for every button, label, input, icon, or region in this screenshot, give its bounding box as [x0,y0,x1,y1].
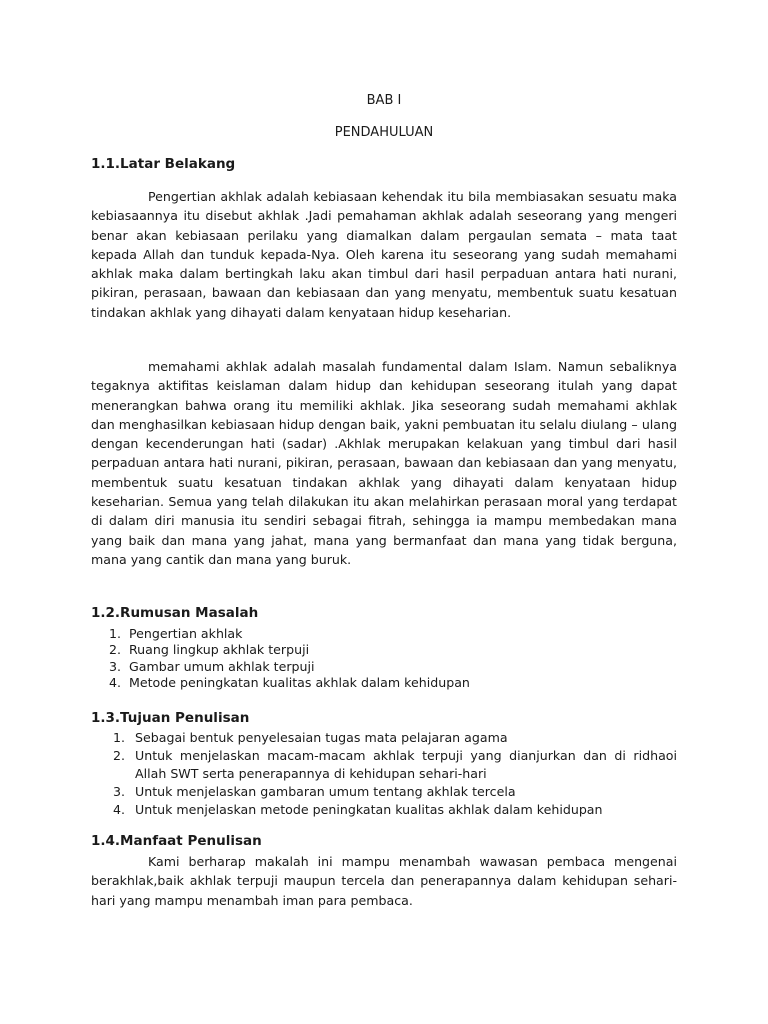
list-item: 1. Pengertian akhlak [109,626,243,641]
list-item: 2. Untuk menjelaskan macam-macam akhlak terpuji yang dianjurkan dan di ridhaoi Allah SWT serta penerapannya di kehidupan sehari-hari [113,748,677,781]
chapter-title: PENDAHULUAN [334,125,434,140]
list-item: 4. Untuk menjelaskan metode peningkatan kualitas akhlak dalam kehidupan [113,802,603,817]
paragraph-latar-belakang-1: Pengertian akhlak adalah kebiasaan kehendak itu bila membiasakan sesuatu maka kebiasaannya itu disebut akhlak .Jadi pemahaman akhlak adalah seseorang yang mengeri benar akan kebiasaan perilaku yang diamalkan dalam pergaulan semata – mata taat kepada Allah dan tunduk kepada-Nya. Oleh karena itu seseorang yang sudah memahami akhlak maka dalam bertingkah laku akan timbul dari hasil perpaduan antara hati nurani, pikiran, perasaan, bawaan dan kebiasaan dan yang menyatu, membentuk suatu kesatuan tindakan akhlak yang dihayati dalam kenyataan hidup keseharian. [91,189,677,320]
paragraph-manfaat-penulisan: Kami berharap makalah ini mampu menambah wawasan pembaca mengenai berakhlak,baik akhlak terpuji maupun tercela dan penerapannya dalam kehidupan sehari-hari yang mampu menambah iman para pembaca. [91,854,677,908]
tujuan-penulisan-list [113,729,677,819]
list-item: 3. Untuk menjelaskan gambaran umum tentang akhlak tercela [113,784,516,799]
heading-latar-belakang: 1.1.Latar Belakang [91,156,236,172]
paragraph-latar-belakang-2: memahami akhlak adalah masalah fundamental dalam Islam. Namun sebaliknya tegaknya aktifitas keislaman dalam hidup dan kehidupan seseorang itulah yang dapat menerangkan bahwa orang itu memiliki akhlak. Jika seseorang sudah memahami akhlak dan menghasilkan kebiasaan hidup dengan baik, yakni pembuatan itu selalu diulang – ulang dengan kecenderungan hati (sadar) .Akhlak merupakan kelakuan yang timbul dari hasil perpaduan antara hati nurani, pikiran, perasaan, bawaan dan kebiasaan dan yang menyatu, membentuk suatu kesatuan tindakan akhlak yang dihayati dalam kenyataan hidup keseharian. Semua yang telah dilakukan itu akan melahirkan perasaan moral yang terdapat di dalam diri manusia itu sendiri sebagai fitrah, sehingga ia mampu membedakan mana yang baik dan mana yang jahat, mana yang bermanfaat dan mana yang tidak berguna, mana yang cantik dan mana yang buruk. [91,359,677,567]
heading-rumusan-masalah: 1.2.Rumusan Masalah [91,605,259,621]
list-item: 4. Metode peningkatan kualitas akhlak dalam kehidupan [109,674,470,690]
rumusan-masalah-list [109,626,470,691]
chapter-label: BAB I [366,93,402,108]
list-item: 1. Sebagai bentuk penyelesaian tugas mata pelajaran agama [113,730,508,745]
list-item: 2. Ruang lingkup akhlak terpuji [109,642,310,658]
heading-tujuan-penulisan: 1.3.Tujuan Penulisan [91,710,250,726]
heading-manfaat-penulisan: 1.4.Manfaat Penulisan [91,833,262,849]
list-item: 3. Gambar umum akhlak terpuji [109,658,315,674]
